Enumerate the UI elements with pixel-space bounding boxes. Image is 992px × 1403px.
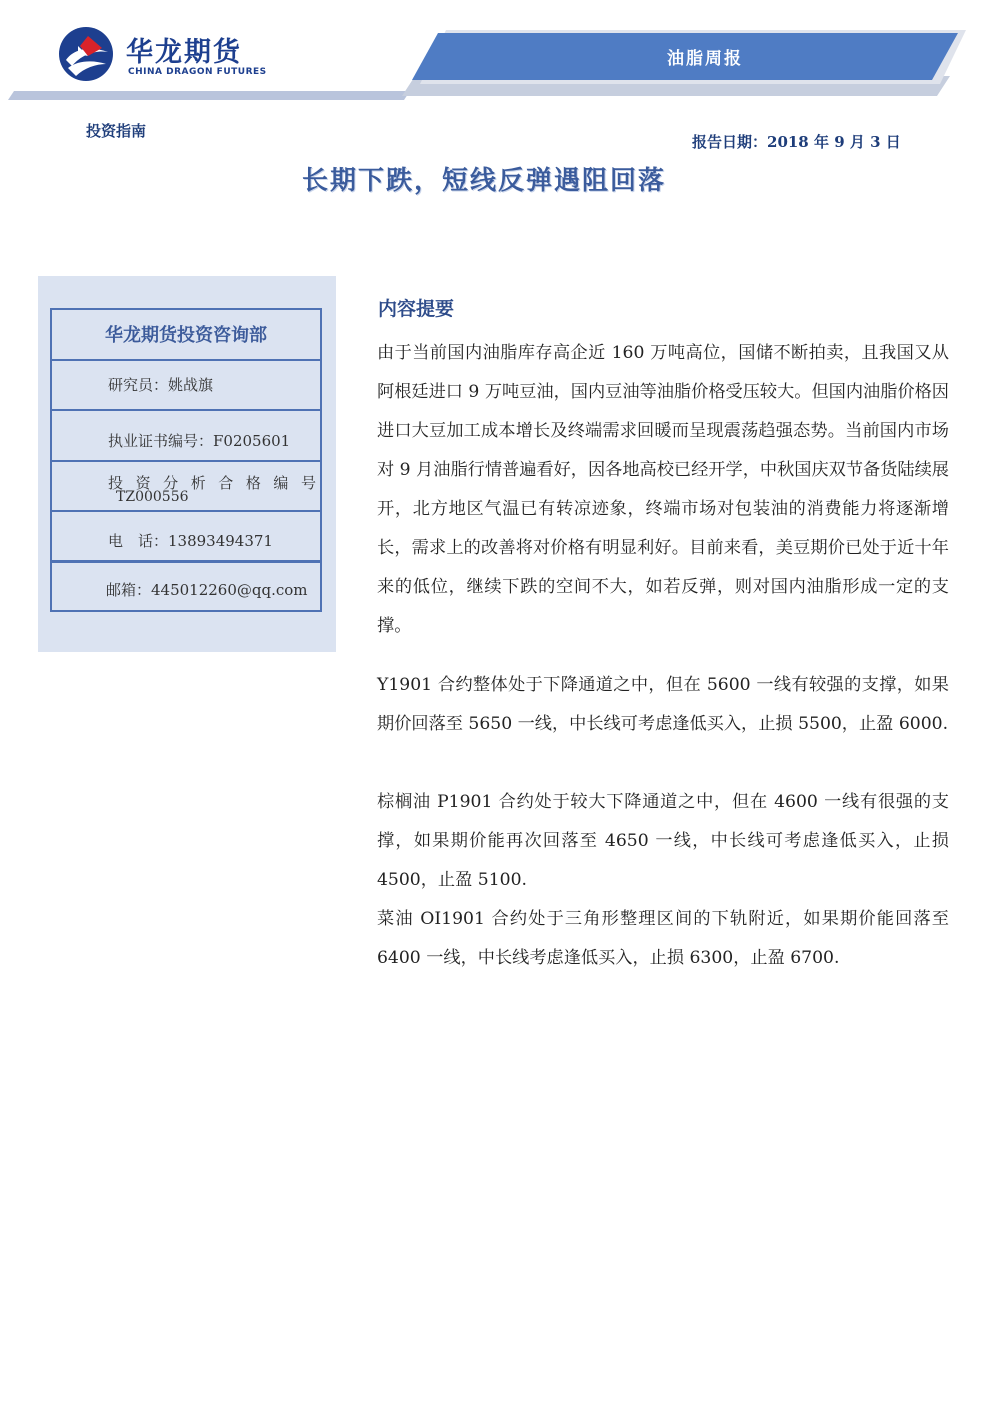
qual-char: 分 [163,474,179,492]
qual-char: 合 [218,474,234,492]
researcher-name: 研究员：姚战旗 [108,376,214,394]
info-row-analyst-qualification [52,462,320,512]
summary-paragraph: 由于当前国内油脂库存高企近 160 万吨高位，国储不断拍卖，且我国又从阿根廷进口 9 万吨豆油，国内豆油等油脂价格受压较大。但国内油脂价格因进口大豆加工成本增长及终端需求回暖而呈现震荡趋强态势。当前国内市场对 9 月油脂行情普遍看好，因各地高校已经开学，中秋国庆双节备货陆续展开，北方地区气温已有转凉迹象，终端市场对包装油的消费能力将逐渐增长，需求上的改善将对价格有明显利好。目前来看，美豆期价已处于近十年来的低位，继续下跌的空间不大，如若反弹，则对国内油脂形成一定的支撑。 [377,343,949,636]
info-divider [50,560,322,562]
category-label: 投资指南 [86,122,147,140]
info-row-phone [52,512,320,563]
brand-name-cn: 华龙期货 [126,37,242,68]
strategy-paragraph-palm-oil: 棕榈油 P1901 合约处于较大下降通道之中，但在 4600 一线有很强的支撑，如果期价能再次回落至 4650 一线，中长线可考虑逢低买入，止损 4500，止盈 5100. [377,792,949,890]
qual-char: 析 [190,474,206,492]
department-name: 华龙期货投资咨询部 [105,325,267,346]
email-address: 邮箱：445012260@qq.com [106,581,308,599]
report-type-label: 油脂周报 [667,49,743,69]
info-row-department [52,310,320,361]
report-date: 报告日期：2018 年 9 月 3 日 [692,133,901,151]
qual-char: 格 [245,474,261,492]
analyst-qualification-number: TZ000556 [116,489,189,505]
contact-info-box [50,308,322,612]
summary-heading: 内容提要 [378,298,455,320]
qual-char: 编 [273,474,289,492]
strategy-paragraph-soybean-oil: Y1901 合约整体处于下降通道之中，但在 5600 一线有较强的支撑，如果期价回落至 5650 一线，中长线可考虑逢低买入，止损 5500，止盈 6000. [377,675,949,734]
info-row-researcher [52,361,320,411]
qual-char: 投 [108,474,124,492]
qual-char: 资 [135,474,151,492]
page-title: 长期下跌，短线反弹遇阻回落 [301,166,666,196]
china-dragon-logo-icon [58,26,114,82]
brand-name-en: CHINA DRAGON FUTURES [128,67,267,77]
qual-char: 号 [300,474,316,492]
phone-number: 电 话：13893494371 [108,532,273,550]
license-number: 执业证书编号：F0205601 [108,432,291,450]
strategy-paragraph-rapeseed-oil: 菜油 OI1901 合约处于三角形整理区间的下轨附近，如果期价能回落至 6400 一线，中长线考虑逢低买入，止损 6300，止盈 6700. [377,909,949,968]
info-row-license [52,411,320,462]
